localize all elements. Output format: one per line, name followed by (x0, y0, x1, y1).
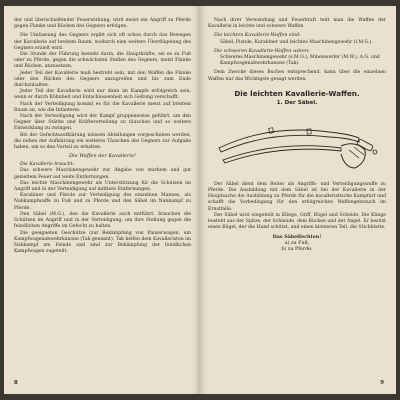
paragraph: Jeder Teil der Kavallerie muß bestrebt sein, mit den Waffen die Flanke oder den Rücken des Gegners anzugreifen und bis zum Ende durchzuhalten. (14, 70, 191, 89)
list-item: a) zu Fuß, (284, 240, 310, 246)
list-item: Säbel, Pistole, Karabiner und leichtes Maschinengewehr (l.M.G.). (220, 39, 373, 45)
paragraph: Nach ihrer Verwendung und Feuerkraft teilt man die Waffen der Kavallerie in leichte und schwere Waffen. (208, 18, 386, 30)
list-heading: Die leichten Kavallerie-Waffen sind: (214, 33, 301, 39)
paragraph: Die Kavallerie braucht: (20, 162, 75, 168)
page-number: 8 (14, 380, 18, 386)
paragraph: Das leichte Maschinengewehr als Unterstützung für die Schützen im Angriff und in der Verteidigung auf mittlere Entfernungen. (14, 180, 191, 193)
left-page (4, 6, 200, 394)
section-heading: Die Waffen der Kavallerie! (69, 153, 136, 160)
paragraph: Nach der Verteidigung kommt es für die Kavallerie meist auf breitem Raum an, wie die Infanterie. (14, 101, 191, 113)
book-spread (4, 6, 396, 394)
subsection-heading: 1. Der Säbel. (276, 99, 318, 106)
list-title: Das Säbelfechten! (272, 234, 322, 241)
paragraph: Die Umfassung des Gegners ergibt sich oft schon durch das Bewegen der Kavallerie auf breitem Raum, wodurch eine weitere Überflügelung des Gegners erzielt wird. (14, 33, 191, 51)
paragraph: Bei der Gefechtsaufklärung müssen Abteilungen vorgeschoben werden, die neben der Aufklärung ein weiteres Täuschen des Gegners zur Aufgabe haben, um so den Vorteil zu erhalten. (14, 132, 191, 151)
paragraph: Jeder Teil der Kavallerie wird nur dann im Kampfe erfolgreich sein, wenn er durch Kühnheit und Entschlossenheit sich Geltung verschafft. (14, 89, 191, 101)
paragraph: Nach der Verteidigung wird der Kampf gruppenweise geführt, um den Gegner über Stärke und Kräfteverteilung zu täuschen und so weitere Entwicklung zu zwingen. (14, 114, 191, 132)
page-number: 9 (380, 380, 384, 386)
paragraph: Das schwere Maschinengewehr zur Abgabe von starkem und gut gezieltem Feuer auf weite Entfernungen. (14, 168, 191, 180)
section-heading: Die leichten Kavallerie-Waffen. (234, 88, 360, 98)
paragraph: Karabiner und Pistole zur Verteidigung des einzelnen Mannes, als Nahkampfwaffe zu Fuß und zu Pferde und den Säbel im Nahkampf zu Pferde. (14, 193, 191, 211)
sabre-illustration (209, 110, 385, 180)
paragraph: Die Stunde der Führung besteht darin, die Hauptkräfte, sei es zu Fuß oder zu Pferde, gegen die schwächsten Stellen des Gegners, meist Flanke und Rücken, anzusetzen. (14, 52, 191, 70)
right-page (200, 6, 396, 394)
paragraph: Die geeigneten Geschütze (zur Bekämpfung von Panzerwagen, um Kampfwagenabwehrkanone (Tak genannt). Tak helfen dem Kavalleristen im Nahkampf am Feinde und sind zur Bekämpfung der feindlichen Kampfwagen zugeteilt. (14, 230, 191, 255)
exercise-list (208, 234, 386, 253)
paragraph: Der Säbel dient dem Reiter als Angriffs- und Verteidigungswaffe zu Pferde. Die Ausbildung mit dem Säbel ist bei der Kavallerie in der Hauptsache die Ausbildung zu Pferde für die kavalleristische Kampfart und schafft die Vorbedingung für den erfolgreichen Waffengebrauch im Ernstfalle. (208, 181, 386, 212)
list-heading: Die schweren Kavallerie-Waffen wären: (214, 48, 310, 54)
list-item: Schweres Maschinengewehr (s.M.G.), Minenwerfer (M.W.), A.G. und Kampfwagenabwehrkanone (Tak). (220, 55, 380, 67)
paragraph: Den Säbel (M.G.), den die Kavallerie auch mitführt, brauchen die Schützen im Angriff und in der Verteidigung, um ihre Stellung gegen die feindlichen Angriffe im Gefecht zu halten. (14, 211, 191, 230)
list-item: b) zu Pferde. (281, 247, 313, 253)
paragraph: Der Säbel wird eingeteilt in Klinge, Griff, Bügel und Scheide. Die Klinge besteht aus der Spitze, der Schneide, dem Rücken und der Angel. Er besitzt einen Bügel, der die Hand schützt, und einen kleineren Teil, die Stichblatte. (208, 212, 386, 231)
paragraph: der und überschießender Feuerwirkung, wird meist ein Angriff zu Pferde gegen Flanke und Rücken des Gegners erfolgen. (14, 18, 191, 30)
paragraph: Dem Zwecke dieses Buches entsprechend, kann über die einzelnen Waffen nur das Wichtigste gesagt werden. (208, 70, 386, 82)
